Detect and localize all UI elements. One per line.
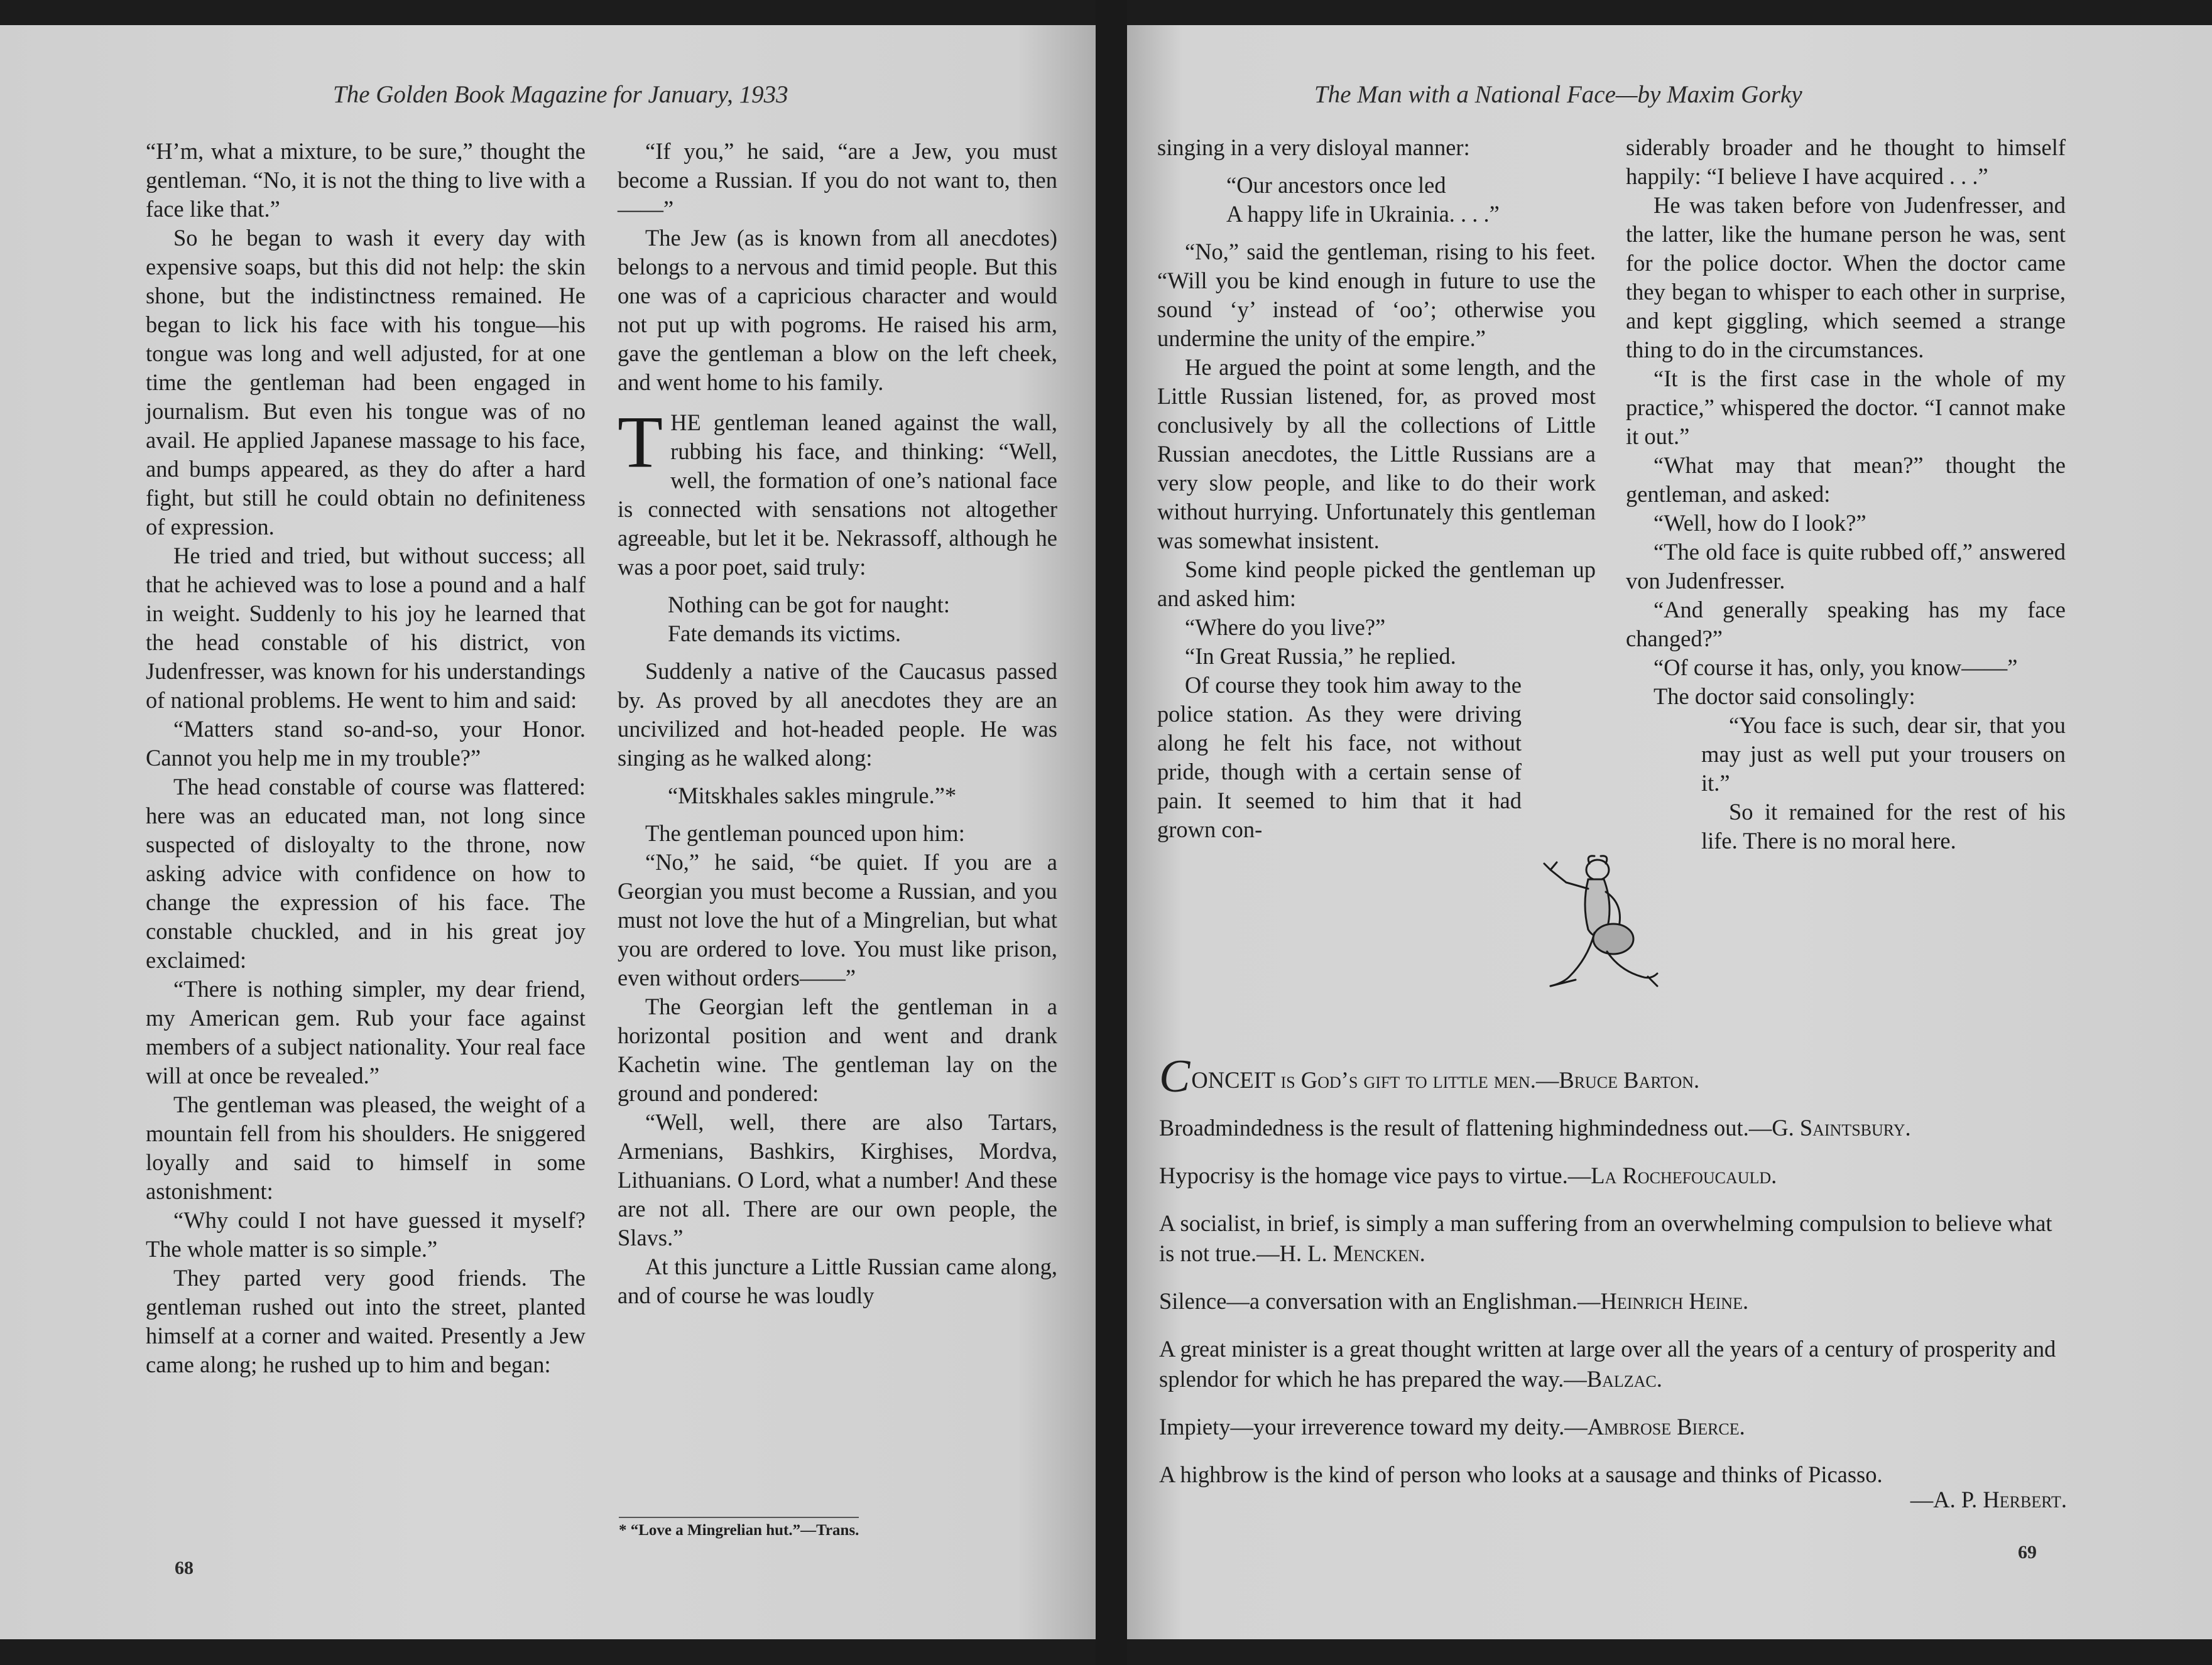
paragraph: “H’m, what a mixture, to be sure,” thought the gentleman. “No, it is not the thing to live with a face like that.” bbox=[146, 138, 586, 222]
verse-quote bbox=[668, 590, 1057, 648]
frog-figure-illustration bbox=[1538, 845, 1664, 1002]
quote-item bbox=[1159, 1051, 2067, 1102]
verse-line: Nothing can be got for naught: bbox=[668, 592, 951, 617]
drop-cap-rest: HE bbox=[670, 409, 701, 435]
verse-quote bbox=[1226, 171, 1596, 229]
paragraph: The gentleman was pleased, the weight of a mountain fell from his shoulders. He sniggered loyally and said to himself in some astonishment: bbox=[146, 1092, 586, 1204]
drop-cap: T bbox=[618, 401, 663, 483]
quote-text: A socialist, in brief, is simply a man suffering from an overwhelming compulsion to believe what is not true.— bbox=[1159, 1210, 2052, 1266]
quote-author: Balzac. bbox=[1586, 1366, 1662, 1392]
quote-text: Impiety—your irreverence toward my deity.— bbox=[1159, 1414, 1588, 1440]
page-number-left: 68 bbox=[175, 1558, 193, 1578]
paragraph: “The old face is quite rubbed off,” answered von Judenfresser. bbox=[1626, 539, 2066, 594]
running-head-left: The Golden Book Magazine for January, 1933 bbox=[333, 81, 788, 108]
quote-author: Ambrose Bierce. bbox=[1587, 1414, 1745, 1440]
paragraph: The head constable of course was flattered: here was an educated man, not long since suspected of disloyalty to the throne, now asking advice with confidence on how to change the expression of his face. The constable chuckled, and in his great joy exclaimed: bbox=[146, 774, 586, 973]
quote-item bbox=[1159, 1113, 2067, 1143]
paragraph: singing in a very disloyal manner: bbox=[1157, 134, 1470, 160]
narrow-column bbox=[1701, 711, 2066, 855]
paragraph: “Why could I not have guessed it myself? The whole matter is so simple.” bbox=[146, 1207, 586, 1262]
paragraph: Suddenly a native of the Caucasus passed by. As proved by all anecdotes they are an uncivilized and hot-headed people. He was singing as he walked along: bbox=[618, 658, 1057, 771]
quote-author: Bruce Barton. bbox=[1559, 1067, 1700, 1093]
paragraph: “And generally speaking has my face changed?” bbox=[1626, 597, 2066, 651]
song-line: “Mitskhales sakles mingrule.”* bbox=[668, 783, 957, 808]
quote-item bbox=[1159, 1412, 2067, 1442]
paragraph: “Where do you live?” bbox=[1185, 614, 1386, 640]
quote-item bbox=[1159, 1334, 2067, 1394]
paragraph: So he began to wash it every day with expensive soaps, but this did not help: the skin shone, but the indistinctness remained. He began to lick his face with his tongue—his tongue was long and well adjusted, for at one time the gentleman had been engaged in journalism. But even his tongue was of no avail. He applied Japanese massage to his face, and bumps appeared, as they do after a hard fight, but still he could obtain no definiteness of expression. bbox=[146, 225, 586, 540]
paragraph: The Georgian left the gentleman in a horizontal position and went and drank Kachetin wine. The gentleman lay on the ground and pondered: bbox=[618, 994, 1057, 1106]
quote-author: H. L. Mencken. bbox=[1279, 1240, 1425, 1266]
paragraph: The doctor said consolingly: bbox=[1654, 683, 1915, 709]
quote-text: A highbrow is the kind of person who looks at a sausage and thinks of Picasso. bbox=[1159, 1462, 1883, 1487]
quotations-list bbox=[1159, 1051, 2067, 1515]
quote-item bbox=[1159, 1208, 2067, 1269]
left-column-2 bbox=[618, 137, 1057, 1310]
paragraph: Of course they took him away to the police station. As they were driving along he felt his face, not without pride, though with a certain sense of pain. It seemed to him that it had grown con- bbox=[1157, 672, 1522, 842]
paragraph: “Well, well, there are also Tartars, Armenians, Bashkirs, Kirghises, Mordva, Lithuanians. O Lord, what a number! And these are not all. There are our own people, the Slavs.” bbox=[618, 1109, 1057, 1250]
paragraph: “What may that mean?” thought the gentleman, and asked: bbox=[1626, 452, 2066, 507]
verse-line: Fate demands its victims. bbox=[668, 621, 902, 646]
paragraph: The gentleman pounced upon him: bbox=[645, 820, 965, 846]
quote-text: Hypocrisy is the homage vice pays to virtue.— bbox=[1159, 1163, 1591, 1188]
paragraph: “If you,” he said, “are a Jew, you must become a Russian. If you do not want to, then——” bbox=[618, 138, 1057, 222]
paragraph: So it remained for the rest of his life. There is no moral here. bbox=[1701, 799, 2066, 854]
quote-text: ONCEIT is God’s gift to little men.— bbox=[1191, 1067, 1559, 1093]
quote-text: Silence—a conversation with an Englishman.— bbox=[1159, 1288, 1601, 1314]
paragraph: He tried and tried, but without success; all that he achieved was to lose a pound and a half in weight. Suddenly to his joy he learned that the head constable of his district, von Judenfresser, was known for his understandings of national problems. He went to him and said: bbox=[146, 543, 586, 713]
quote-item bbox=[1159, 1286, 2067, 1316]
running-head-right: The Man with a National Face—by Maxim Gorky bbox=[1314, 81, 1802, 108]
paragraph: siderably broader and he thought to himself happily: “I believe I have acquired . . .” bbox=[1626, 134, 2066, 189]
paragraph: “No,” he said, “be quiet. If you are a Georgian you must become a Russian, and you must not love the hut of a Mingrelian, but what you are ordered to love. You must like prison, even without orders——” bbox=[618, 849, 1057, 990]
paragraph: He argued the point at some length, and the Little Russian listened, for, as proved most conclusively by all the collections of Little Russian anecdotes, the Little Russians are a very slow people, and like to do their work without hurrying. Unfortunately this gentleman was somewhat insistent. bbox=[1157, 354, 1596, 553]
paragraph: “There is nothing simpler, my dear friend, my American gem. Rub your face against members of a subject nationality. Your real face will at once be revealed.” bbox=[146, 976, 586, 1088]
quote-author: La Rochefoucauld. bbox=[1591, 1163, 1777, 1188]
paragraph: Some kind people picked the gentleman up and asked him: bbox=[1157, 556, 1596, 611]
right-column-2 bbox=[1626, 133, 2066, 855]
quote-drop-cap: C bbox=[1159, 1051, 1190, 1102]
verse-line: “Our ancestors once led bbox=[1226, 172, 1446, 198]
left-column-1 bbox=[146, 137, 586, 1379]
quote-text: A great minister is a great thought written at large over all the years of a century of prosperity and splendor for which he has prepared the way.— bbox=[1159, 1336, 2056, 1392]
paragraph: “Well, how do I look?” bbox=[1654, 510, 1866, 536]
paragraph: He was taken before von Judenfresser, and the latter, like the humane person he was, sent for the police doctor. When the doctor came they began to whisper to each other in surprise, and kept giggling, which seemed a strange thing to do in the circumstances. bbox=[1626, 192, 2066, 362]
paragraph: “You face is such, dear sir, that you may just as well put your trousers on it.” bbox=[1701, 712, 2066, 796]
quote-text: Broadmindedness is the result of flattening highmindedness out.— bbox=[1159, 1115, 1772, 1141]
section-opening bbox=[618, 401, 1058, 582]
footnote: * “Love a Mingrelian hut.”—Trans. bbox=[619, 1517, 859, 1539]
quote-item bbox=[1159, 1460, 2067, 1515]
verse-line: A happy life in Ukrainia. . . .” bbox=[1226, 201, 1500, 227]
quote-author: —A. P. Herbert. bbox=[1910, 1487, 2067, 1512]
right-column-1 bbox=[1157, 133, 1596, 844]
paragraph: “Matters stand so-and-so, your Honor. Cannot you help me in my trouble?” bbox=[146, 716, 586, 771]
quote-author: Heinrich Heine. bbox=[1600, 1288, 1749, 1314]
book-gutter bbox=[1096, 0, 1127, 1665]
paragraph: At this juncture a Little Russian came along, and of course he was loudly bbox=[618, 1254, 1057, 1308]
paragraph: “Of course it has, only, you know——” bbox=[1654, 654, 2018, 680]
paragraph: “It is the first case in the whole of my practice,” whispered the doctor. “I cannot make it out.” bbox=[1626, 366, 2066, 449]
section-opening-text: gentleman leaned against the wall, rubbing his face, and thinking: “Well, well, the formation of one’s national face is connected with sensations not altogether agreeable, but let it be. Nekrassoff, although he was a poor poet, said truly: bbox=[618, 409, 1058, 580]
page-number-right: 69 bbox=[2018, 1542, 2037, 1563]
paragraph: They parted very good friends. The gentleman rushed out into the street, planted himself at a corner and waited. Presently a Jew came along; he rushed up to him and began: bbox=[146, 1265, 586, 1377]
paragraph: “No,” said the gentleman, rising to his feet. “Will you be kind enough in future to use the sound ‘y’ instead of ‘oo’; otherwise you undermine the unity of the empire.” bbox=[1157, 239, 1596, 351]
paragraph: “In Great Russia,” he replied. bbox=[1185, 643, 1456, 669]
quote-item bbox=[1159, 1161, 2067, 1191]
quote-author: G. Saintsbury. bbox=[1772, 1115, 1911, 1141]
paragraph: The Jew (as is known from all anecdotes) belongs to a nervous and timid people. But this one was of a capricious character and would not put up with pogroms. He raised his arm, gave the gentleman a blow on the left cheek, and went home to his family. bbox=[618, 225, 1057, 395]
